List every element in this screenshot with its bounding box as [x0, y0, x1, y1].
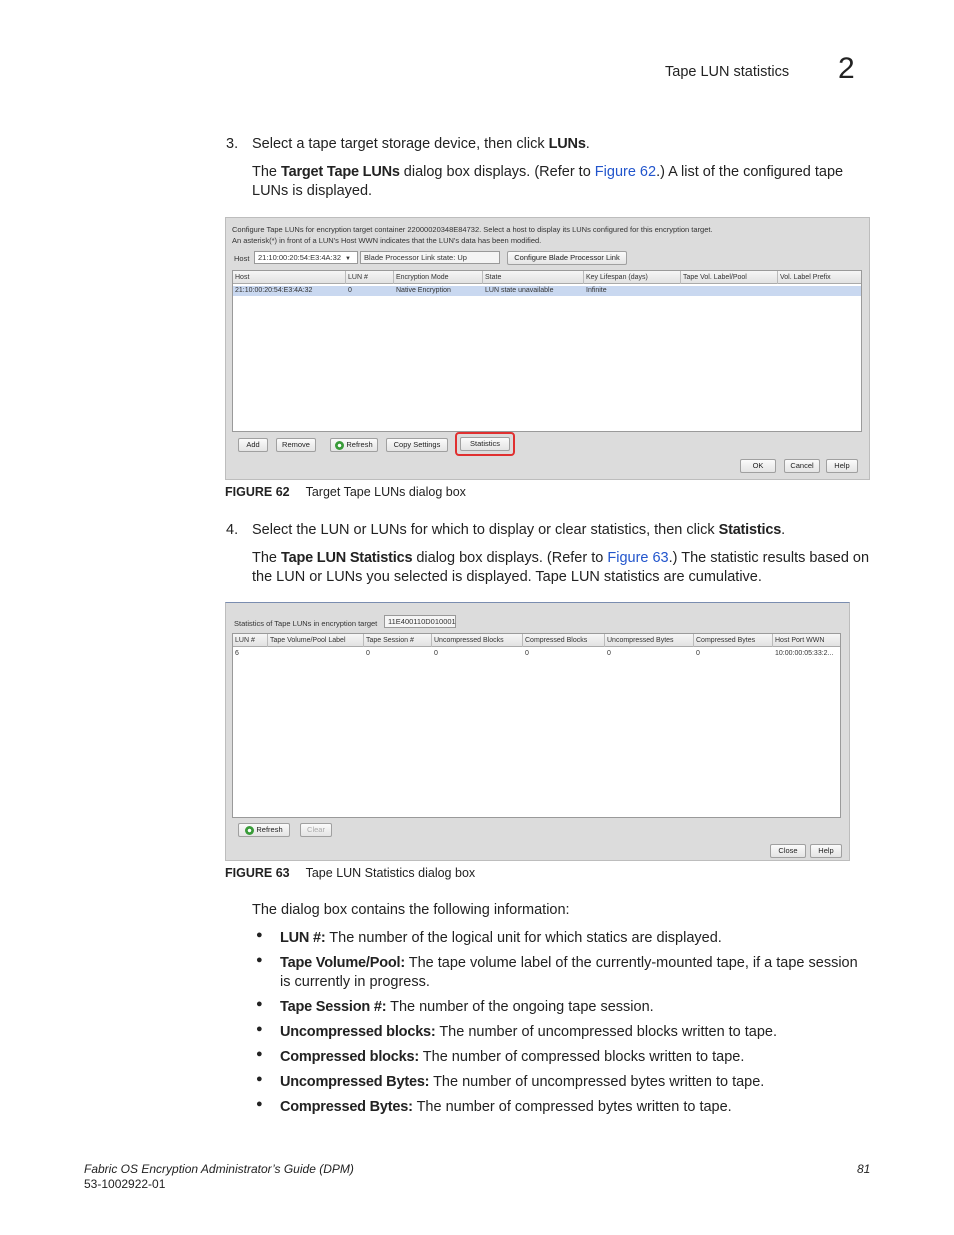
step-4-number: 4. [226, 522, 239, 538]
bullet-tape-volume-pool [280, 954, 880, 992]
close-button[interactable]: Close [770, 844, 806, 858]
figure-62-link[interactable]: Figure 62 [594, 164, 657, 180]
bullet-icon: ● [256, 1023, 263, 1035]
col-compressed-bytes[interactable]: Compressed Bytes [694, 634, 773, 647]
statistics-button[interactable]: Statistics [460, 437, 510, 451]
col-key-lifespan[interactable]: Key Lifespan (days) [584, 271, 681, 284]
col-encryption-mode[interactable]: Encryption Mode [394, 271, 483, 284]
tape-lun-statistics-dialog [225, 602, 850, 861]
col-tape-session[interactable]: Tape Session # [364, 634, 432, 647]
cell-lun: 0 [348, 287, 352, 294]
refresh-button[interactable] [238, 823, 290, 837]
bullet-desc: The number of the ongoing tape session. [386, 999, 654, 1015]
cell-uncompressed-bytes: 0 [607, 650, 611, 657]
bullet-term: LUN #: [280, 930, 326, 946]
bullet-compressed-bytes [280, 1098, 880, 1117]
step-3-text [252, 135, 590, 154]
bullet-desc: The number of compressed bytes written to tape. [412, 1099, 732, 1115]
figure-62-caption [225, 485, 466, 499]
table-row[interactable] [233, 649, 840, 659]
table-row[interactable] [233, 286, 861, 296]
statistics-term: Statistics [718, 522, 782, 538]
tape-lun-statistics-table [232, 633, 841, 818]
col-lun[interactable]: LUN # [233, 634, 268, 647]
bullet-term: Uncompressed blocks: [280, 1024, 436, 1040]
bullet-desc: The number of uncompressed bytes written to tape. [429, 1074, 765, 1090]
col-host[interactable]: Host [233, 271, 346, 284]
host-select[interactable] [254, 251, 358, 264]
col-state[interactable]: State [483, 271, 584, 284]
col-lun[interactable]: LUN # [346, 271, 394, 284]
bullet-desc: The number of the logical unit for which statics are displayed. [325, 930, 722, 946]
help-button[interactable]: Help [826, 459, 858, 473]
cell-compressed-bytes: 0 [696, 650, 700, 657]
host-select-value: 21:10:00:20:54:E3:4A:32 [258, 253, 341, 262]
bullet-term: Tape Volume/Pool: [280, 955, 405, 971]
step-4-text-b: . [781, 522, 786, 538]
step-3-text-a: Select a tape target storage device, then click [252, 136, 549, 152]
add-button[interactable]: Add [238, 438, 268, 452]
step-4-para-b: dialog box displays. (Refer to [412, 550, 608, 566]
col-tape-vol-label[interactable]: Tape Vol. Label/Pool [681, 271, 778, 284]
figure-62-label: FIGURE 62 [225, 485, 290, 499]
step-3-paragraph [252, 163, 872, 201]
cell-state: LUN state unavailable [485, 287, 554, 294]
luns-term: LUNs [548, 136, 586, 152]
cell-host-port-wwn: 10:00:00:05:33:2... [775, 650, 834, 657]
bullet-uncompressed-blocks [280, 1023, 880, 1042]
footer-doc-number: 53-1002922-01 [84, 1177, 166, 1191]
figure-63-caption-text: Tape LUN Statistics dialog box [305, 866, 476, 880]
bullet-tape-session [280, 998, 880, 1017]
encryption-target-label: Statistics of Tape LUNs in encryption target [234, 619, 378, 628]
step-4-para-a: The [252, 550, 282, 566]
cancel-button[interactable]: Cancel [784, 459, 820, 473]
figure-63-label: FIGURE 63 [225, 866, 290, 880]
chapter-number: 2 [838, 52, 855, 85]
step-3-para-line2: LUNs is displayed. [252, 183, 373, 199]
figure-62-caption-text: Target Tape LUNs dialog box [305, 485, 466, 499]
footer-page-number: 81 [857, 1162, 871, 1176]
remove-button[interactable]: Remove [276, 438, 316, 452]
bullet-term: Uncompressed Bytes: [280, 1074, 430, 1090]
step-4-para-c: .) The statistic results based on [668, 550, 870, 566]
step-3-text-b: . [585, 136, 590, 152]
step-4-text [252, 521, 785, 540]
bullet-desc: The number of uncompressed blocks written to tape. [435, 1024, 778, 1040]
col-uncompressed-blocks[interactable]: Uncompressed Blocks [432, 634, 523, 647]
bullet-icon: ● [256, 929, 263, 941]
copy-settings-button[interactable]: Copy Settings [386, 438, 448, 452]
encryption-target-field: 11E400110D010001 [384, 615, 456, 628]
step-4-para-line2: the LUN or LUNs you selected is displayed. Tape LUN statistics are cumulative. [252, 569, 762, 585]
bullet-term: Compressed Bytes: [280, 1099, 413, 1115]
statistics-highlight [455, 432, 515, 456]
host-label: Host [234, 254, 250, 263]
bullet-icon: ● [256, 954, 263, 966]
refresh-button-label: Refresh [346, 440, 373, 449]
bullet-lun [280, 929, 880, 948]
tape-lun-statistics-term: Tape LUN Statistics [281, 550, 413, 566]
blade-link-state-field: Blade Processor Link state: Up [360, 251, 500, 264]
bullet-icon: ● [256, 1098, 263, 1110]
target-tape-luns-term: Target Tape LUNs [281, 164, 400, 180]
tape-luns-table [232, 270, 862, 432]
col-tape-volume-pool[interactable]: Tape Volume/Pool Label [268, 634, 364, 647]
bullet-icon: ● [256, 998, 263, 1010]
bullet-compressed-blocks [280, 1048, 880, 1067]
dialog-info-line1: Configure Tape LUNs for encryption target container 22000020348E84732. Select a host to display its LUNs configured for this encryption target. [232, 225, 713, 234]
step-3-para-c: .) A list of the configured tape [656, 164, 844, 180]
step-3-para-b: dialog box displays. (Refer to [399, 164, 595, 180]
refresh-button[interactable] [330, 438, 378, 452]
refresh-button-label: Refresh [256, 825, 283, 834]
step-4-text-a: Select the LUN or LUNs for which to display or clear statistics, then click [252, 522, 719, 538]
step-3-para-a: The [252, 164, 282, 180]
help-button[interactable]: Help [810, 844, 842, 858]
refresh-icon [335, 441, 344, 450]
bullet-uncompressed-bytes [280, 1073, 880, 1092]
statistics-table-header [233, 634, 840, 647]
info-intro: The dialog box contains the following information: [252, 902, 570, 918]
target-tape-luns-dialog [225, 217, 870, 480]
footer-guide-title: Fabric OS Encryption Administrator’s Guide (DPM) [84, 1162, 354, 1176]
bullet-icon: ● [256, 1048, 263, 1060]
bullet-term: Tape Session #: [280, 999, 387, 1015]
clear-button[interactable]: Clear [300, 823, 332, 837]
running-header-title: Tape LUN statistics [665, 64, 790, 80]
dialog-info-line2: An asterisk(*) in front of a LUN's Host WWN indicates that the LUN's data has been modified. [232, 236, 542, 245]
col-uncompressed-bytes[interactable]: Uncompressed Bytes [605, 634, 694, 647]
tape-luns-table-header [233, 271, 861, 284]
col-compressed-blocks[interactable]: Compressed Blocks [523, 634, 605, 647]
figure-63-link[interactable]: Figure 63 [607, 550, 669, 566]
ok-button[interactable]: OK [740, 459, 776, 473]
cell-compressed-blocks: 0 [525, 650, 529, 657]
cell-encryption-mode: Native Encryption [396, 287, 451, 294]
col-vol-label-prefix[interactable]: Vol. Label Prefix [780, 274, 831, 281]
refresh-icon [245, 826, 254, 835]
bullet-desc-line2: is currently in progress. [280, 974, 430, 990]
step-3-number: 3. [226, 136, 239, 152]
cell-tape-session: 0 [366, 650, 370, 657]
bullet-desc: The tape volume label of the currently-mounted tape, if a tape session [404, 955, 858, 971]
chevron-down-icon: ▼ [345, 256, 351, 262]
step-4-paragraph [252, 549, 882, 587]
figure-63-caption [225, 866, 475, 880]
configure-blade-link-button[interactable]: Configure Blade Processor Link [507, 251, 627, 265]
cell-key-lifespan: Infinite [586, 287, 607, 294]
bullet-desc: The number of compressed blocks written to tape. [419, 1049, 745, 1065]
cell-lun: 6 [235, 650, 239, 657]
cell-uncompressed-blocks: 0 [434, 650, 438, 657]
col-host-port-wwn[interactable]: Host Port WWN [775, 637, 825, 644]
bullet-term: Compressed blocks: [280, 1049, 420, 1065]
bullet-icon: ● [256, 1073, 263, 1085]
cell-host: 21:10:00:20:54:E3:4A:32 [235, 287, 313, 294]
